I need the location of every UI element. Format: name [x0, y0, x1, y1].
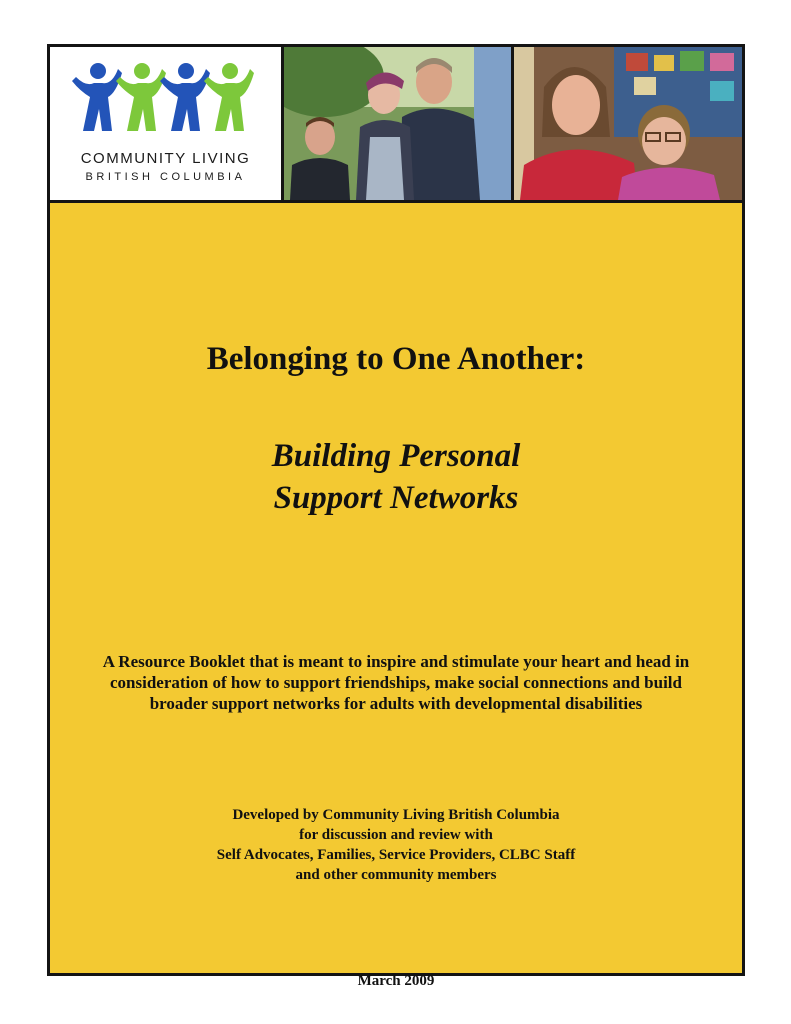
description: A Resource Booklet that is meant to inspire and stimulate your heart and head in consideration of how to support friendships, make social connections and build broader support networks for adults with developmental disabilities: [102, 652, 690, 713]
figure-green-2: [204, 63, 254, 131]
page-title: Belonging to One Another:: [206, 341, 586, 377]
figure-blue-1: [72, 63, 122, 131]
publication-date: March 2009: [357, 973, 435, 989]
people-figures-logo-icon: [50, 47, 281, 147]
cover-frame: [47, 44, 745, 989]
photo-group-of-three: [284, 47, 511, 200]
developed-line-2: for discussion and review with: [299, 827, 493, 843]
figure-green-1: [116, 63, 166, 131]
photo-two-women: [514, 47, 742, 200]
subtitle: [50, 435, 742, 519]
logo-line-2: BRITISH COLUMBIA: [85, 171, 246, 183]
developed-line-4: and other community members: [295, 867, 497, 883]
clbc-logo: [50, 47, 281, 200]
subtitle-line-1: Building Personal: [271, 438, 521, 474]
developed-line-1: Developed by Community Living British Columbia: [232, 807, 560, 823]
developed-line-3: Self Advocates, Families, Service Providers, CLBC Staff: [216, 847, 576, 863]
cover-content: [50, 203, 742, 989]
developed-by: [142, 805, 650, 885]
figure-blue-2: [160, 63, 210, 131]
logo-line-1: COMMUNITY LIVING: [80, 150, 251, 167]
header-band: [50, 47, 742, 203]
subtitle-line-2: Support Networks: [273, 480, 519, 516]
